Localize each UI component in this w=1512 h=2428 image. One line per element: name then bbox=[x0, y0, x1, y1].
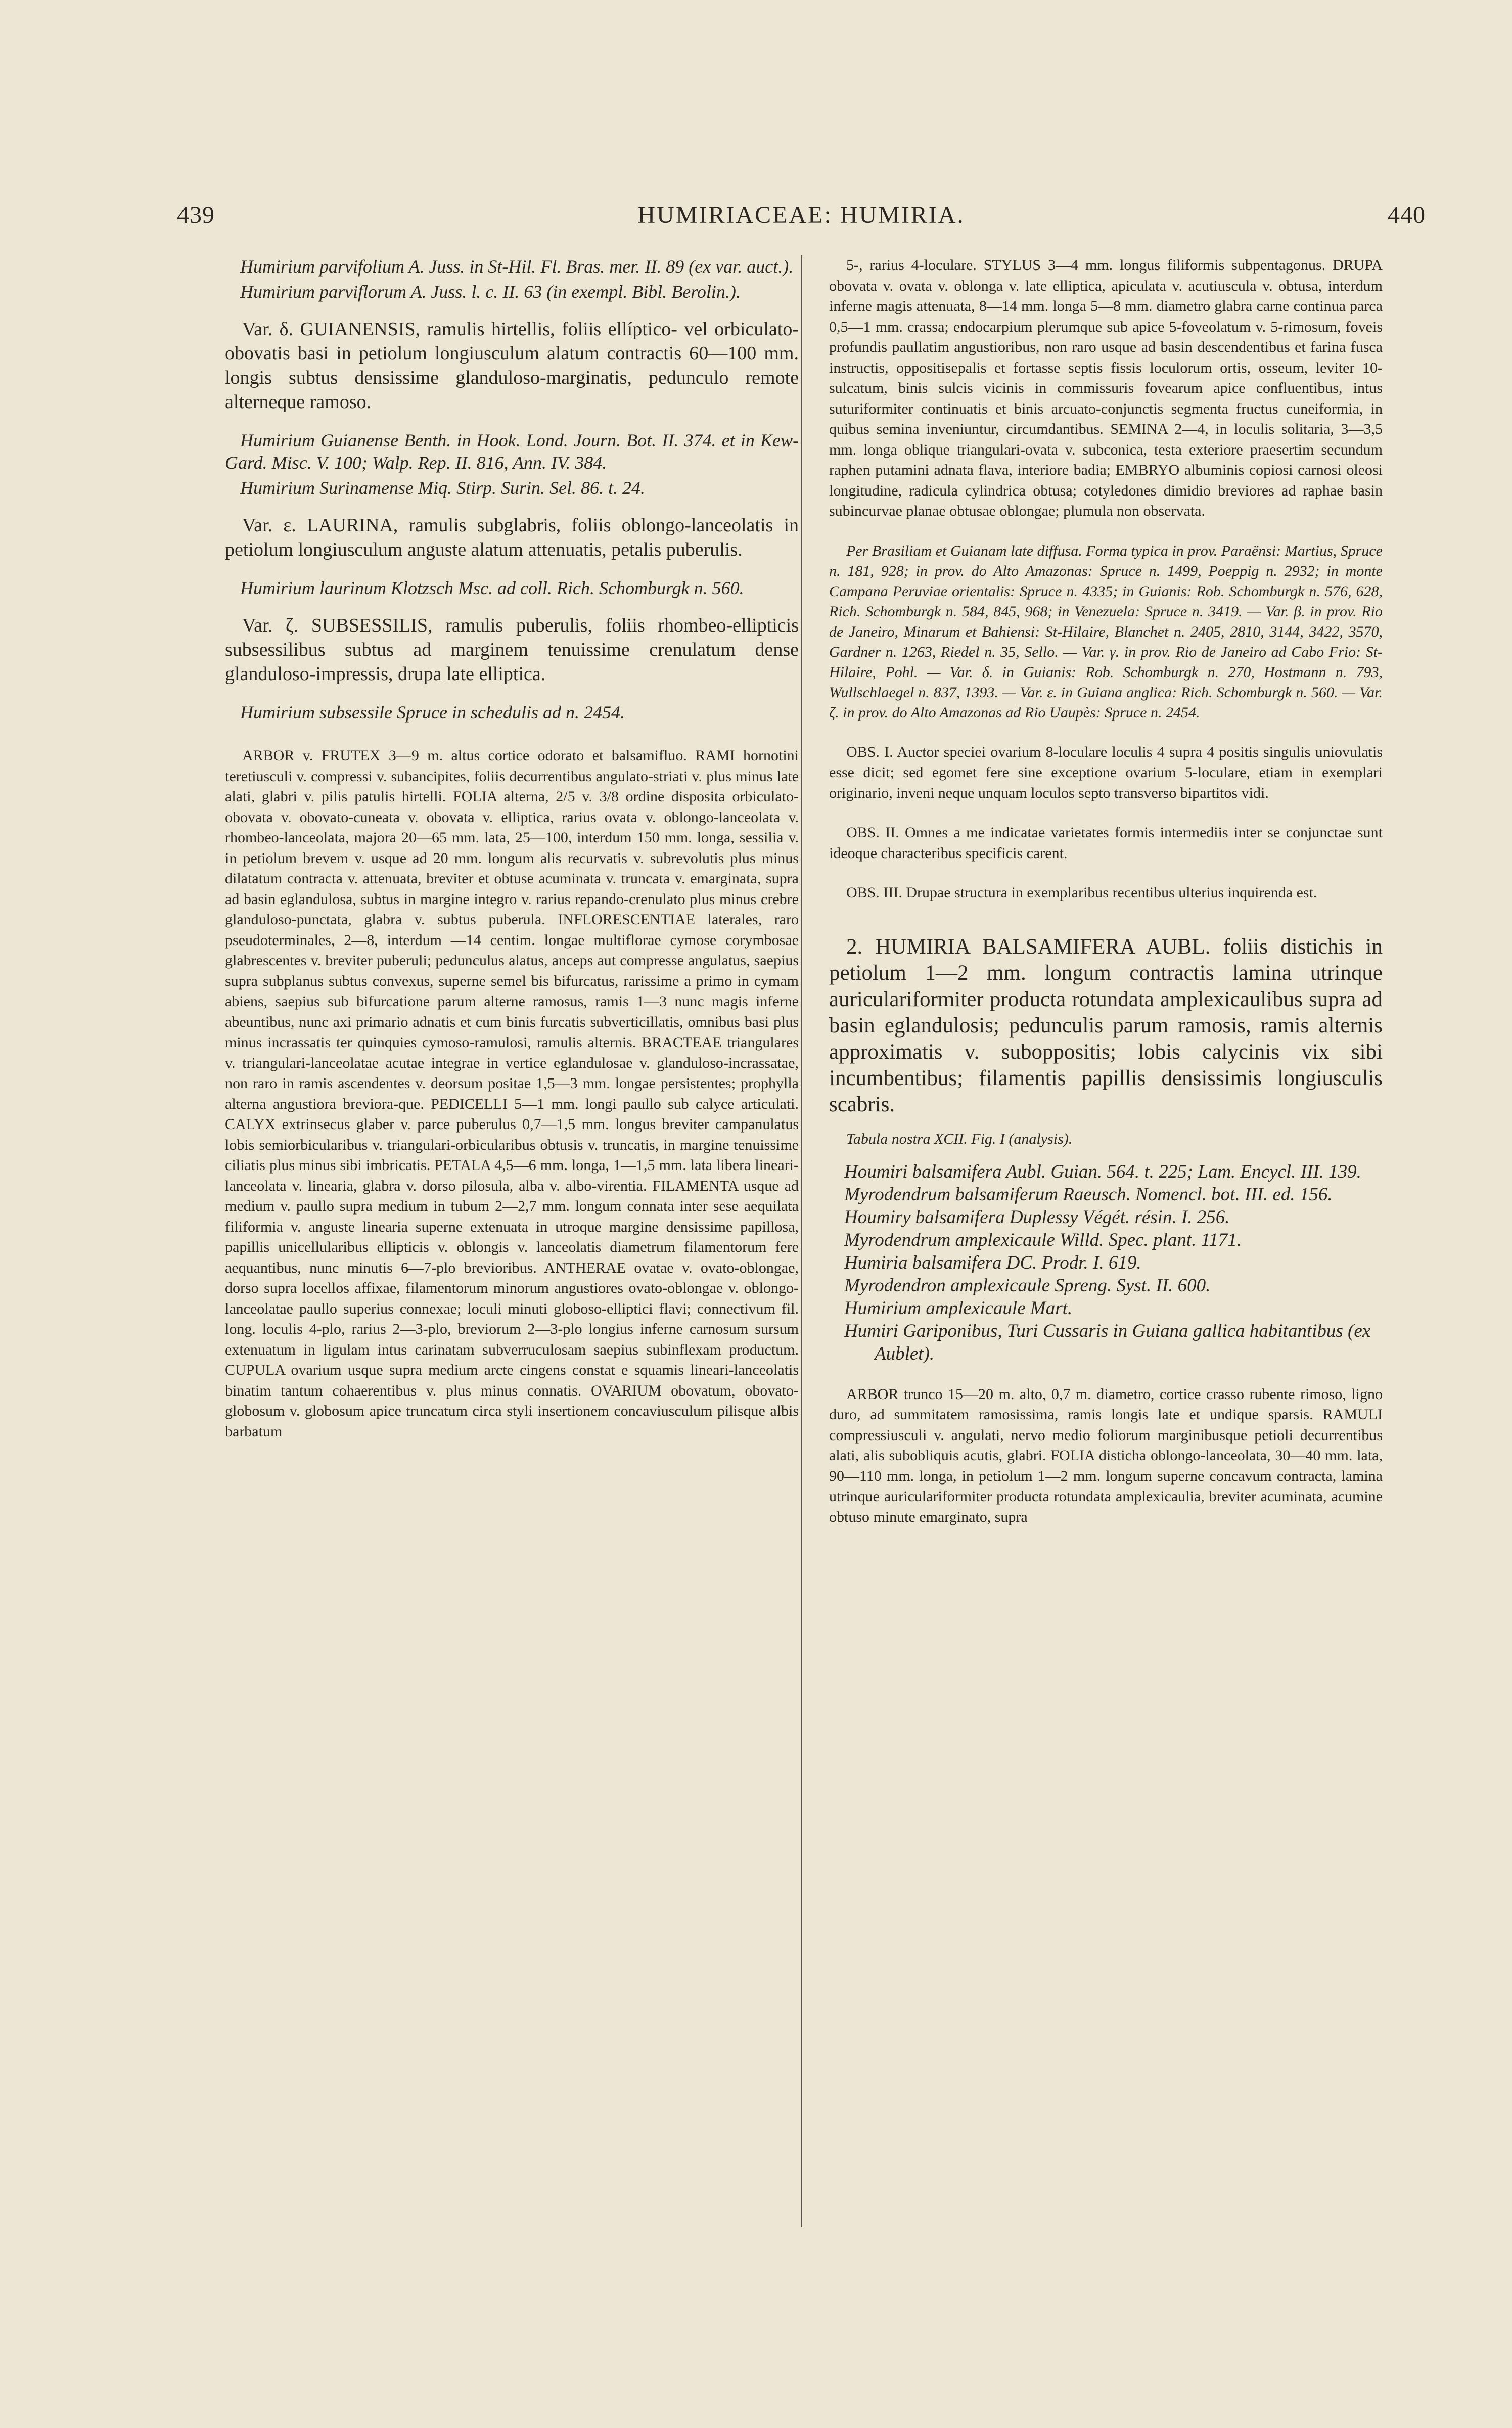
page-number-left: 439 bbox=[177, 202, 215, 229]
description-continued: 5-, rarius 4-loculare. STYLUS 3—4 mm. longus filiformis subpentagonus. DRUPA obovata v. ovata v. oblonga v. late elliptica, apiculata v. acutiuscula v. obtusa, interdum inferne magis attenuata, 8—14 mm. longa 5—8 mm. diametro glabra carne continua parca 0,5—1 mm. crassa; endocarpium plerumque sub apice 5-foveolatum v. 5-rimosum, foveis profundis paullatim angustioribus, non raro usque ad basin descendentibus et farina fusca instructis, oppositisepalis et fortasse septis fissis loculorum ortis, osseum, leviter 10-sulcatum, binis sulcis vicinis in commissuris fovearum apice confluentibus, intus suturiformiter continuatis et binis arcuato-conjunctis segmenta fructus cuneiformia, in quibus semina inveniuntur, circumdantibus. SEMINA 2—4, in loculis solitaria, 3—3,5 mm. longa oblique triangulari-ovata v. subconica, testa exteriore praesertim secundum raphen putamini adnata flava, interiore badia; EMBRYO albuminis copiosi carnosi oleosi longitudine, radicula cylindrica obtusa; cotyledones dimidio breviores ad raphae basin subincurvae planae obtusae oblongae; plumula non observata. bbox=[829, 257, 1383, 519]
species-heading: 2. HUMIRIA BALSAMIFERA AUBL. foliis distichis in petiolum 1—2 mm. longum contractis lamina utrinque auriculariformiter producta rotundata amplexicaulibus supra ad basin eglandulosis; pedunculis parum ramosis, ramis alternis approximatis v. suboppositis; lobis calycinis vix sibi incumbentibus; filamentis papillis densissimis longiusculis scabris. bbox=[829, 934, 1383, 1116]
synonym: Myrodendrum amplexicaule Willd. Spec. plant. 1171. bbox=[844, 1229, 1242, 1250]
synonym: Myrodendron amplexicaule Spreng. Syst. II. 600. bbox=[844, 1275, 1211, 1296]
synonym: Houmiry balsamifera Duplessy Végét. résin. I. 256. bbox=[844, 1206, 1230, 1228]
synonym: Humirium Guianense Benth. in Hook. Lond. Journ. Bot. II. 374. et in Kew-Gard. Misc. V. 100; Walp. Rep. II. 816, Ann. IV. 384. bbox=[225, 430, 799, 473]
synonym: Humirium laurinum Klotzsch Msc. ad coll. Rich. Schomburgk n. 560. bbox=[240, 578, 744, 598]
observation-2: OBS. II. Omnes a me indicatae varietates formis intermediis inter se conjunctae sunt ideoque characteribus specificis carent. bbox=[829, 824, 1383, 862]
distribution: Per Brasiliam et Guianam late diffusa. Forma typica in prov. Paraënsi: Martius, Spruce n. 181, 928; in prov. do Alto Amazonas: Spruce n. 1499, Poeppig n. 2932; in monte Campana Peruviae orientalis: Spruce n. 4335; in Guianis: Rob. Schomburgk n. 576, 628, Rich. Schomburgk n. 584, 845, 968; in Venezuela: Spruce n. 3419. — Var. β. in prov. Rio de Janeiro, Minarum et Bahiensi: St-Hilaire, Blanchet n. 2405, 2810, 3144, 3422, 3570, Gardner n. 1263, Riedel n. 35, Sello. — Var. γ. in prov. Rio de Janeiro ad Cabo Frio: St-Hilaire, Pohl. — Var. δ. in Guianis: Rob. Schomburgk n. 270, Hostmann n. 793, Wullschlaegel n. 837, 1393. — Var. ε. in Guiana anglica: Rich. Schomburgk n. 560. — Var. ζ. in prov. do Alto Amazonas ad Rio Uaupès: Spruce n. 2454. bbox=[829, 542, 1383, 721]
variety-epsilon: Var. ε. LAURINA, ramulis subglabris, foliis oblongo-lanceolatis in petiolum longiusculum anguste alatum attenuatis, petalis puberulis. bbox=[225, 515, 799, 560]
observation-1: OBS. I. Auctor speciei ovarium 8-loculare loculis 4 supra 4 positis singulis uniovulatis esse dicit; sed egomet fere sine exceptione ovarium 5-loculare, etiam in exemplari originario, inveni neque unquam loculos septo transverso bipartitos vidi. bbox=[829, 743, 1383, 801]
page-header bbox=[177, 201, 1426, 242]
left-column bbox=[225, 255, 799, 1442]
synonym: Humirium parvifolium A. Juss. in St-Hil. Fl. Bras. mer. II. 89 (ex var. auct.). bbox=[240, 256, 794, 277]
synonym: Houmiri balsamifera Aubl. Guian. 564. t. 225; Lam. Encycl. III. 139. bbox=[844, 1161, 1361, 1182]
synonym: Humirium Surinamense Miq. Stirp. Surin. Sel. 86. t. 24. bbox=[240, 478, 645, 498]
synonym: Humirium amplexicaule Mart. bbox=[844, 1297, 1073, 1319]
species-description: ARBOR v. FRUTEX 3—9 m. altus cortice odorato et balsamifluo. RAMI hornotini teretiusculi v. compressi v. subancipites, foliis decurrentibus angulato-striati v. plus minus late alati, glabri v. pilis patulis hirtelli. FOLIA alterna, 2/5 v. 3/8 ordine disposita orbiculato-obovata v. obovato-cuneata v. obovata v. elliptica, rarius ovata v. oblongo-lanceolata v. rhombeo-lanceolata, majora 20—65 mm. lata, 25—100, interdum 150 mm. longa, sessilia v. in petiolum brevem v. usque ad 20 mm. longum alis recurvatis v. subrevolutis plus minus dilatatum contracta v. attenuata, breviter et obtuse acuminata v. truncata v. emarginata, supra ad basin eglandulosa, subtus in margine integro v. rarius repando-crenulato plus minus crebre glanduloso-punctata, glabra v. subtus puberula. INFLORESCENTIAE laterales, raro pseudoterminales, 2—8, interdum —14 centim. longae multiflorae cymose corymbosae glabrescentes v. breviter puberuli; pedunculus alatus, anceps aut compresse angulatus, saepius supra subplanus subtus convexus, superne semel bis bifurcatus, rarissime a primo in cymam abiens, saepius sub bifurcatione parum alterne ramosus, ramis 1—3 nunc magis inferne abeuntibus, nunc axi primario adnatis et cum binis furcatis subverticillatis, omnibus basi plus minus incrassatis ter quinquies cymoso-ramulosi, ramulis alternis. BRACTEAE triangulares v. triangulari-lanceolatae acutae integrae in vertice eglandulosae v. glanduloso-incrassatae, non raro in ramis ascendentes v. deorsum positae 1,5—3 mm. longae persistentes; prophylla alterna angustiora breviora-que. PEDICELLI 5—1 mm. longi paullo sub calyce articulati. CALYX extrinsecus glaber v. parce puberulus 0,7—1,5 mm. longus breviter campanulatus lobis semiorbicularibus v. triangulari-orbicularibus obtusis v. truncatis, in margine tenuissime ciliatis plus minus sibi imbricatis. PETALA 4,5—6 mm. longa, 1—1,5 mm. lata libera lineari-lanceolata v. linearia, glabra v. dorso pilosula, alba v. albo-virentia. FILAMENTA usque ad medium v. paullo supra medium in tubum 2—2,7 mm. longum connata inter sese aequilata filiformia v. anguste linearia superne extenuata in utroque margine densissime papillosa, papillis unicellularibus ellipticis v. oblongis v. lanceolatis diametrum filamentorum fere aequantibus, nunc minutis 6—7-plo brevioribus. ANTHERAE ovatae v. ovato-oblongae, dorso supra locellos affixae, filamentorum minorum angustiores ovato-oblongae v. oblongo-lanceolatae paullo superius connexae; loculi minuti globoso-elliptici flavi; connectivum fil. long. loculis 4-plo, rarius 2—3-plo, breviorum 2—3-plo longius inferne carnosum sursum extenuatum in ligulam intus carinatam subverruculosam saepius subinflexam productum. CUPULA ovarium usque supra medium arcte cingens constat e squamis lineari-lanceolatis binatim tantum cohaerentibus v. plus minus connatis. OVARIUM obovatum, obovato-globosum v. globosum apice truncatum circa styli insertionem concaviusculum pilisque albis barbatum bbox=[225, 747, 799, 1440]
column-divider bbox=[801, 255, 802, 2227]
synonym: Humiria balsamifera DC. Prodr. I. 619. bbox=[844, 1252, 1141, 1273]
vernacular-names: Humiri Gariponibus, Turi Cussaris in Guiana gallica habitantibus (ex Aublet). bbox=[844, 1320, 1371, 1364]
right-column bbox=[829, 255, 1383, 1527]
synonym: Humirium parviflorum A. Juss. l. c. II. 63 (in exempl. Bibl. Berolin.). bbox=[240, 282, 741, 302]
synonym: Humirium subsessile Spruce in schedulis ad n. 2454. bbox=[240, 702, 625, 723]
variety-zeta: Var. ζ. SUBSESSILIS, ramulis puberulis, foliis rhombeo-ellipticis subsessilibus subtus ad marginem tenuissime crenulatum dense glanduloso-impressis, drupa late elliptica. bbox=[225, 615, 799, 685]
observation-3: OBS. III. Drupae structura in exemplaribus recentibus ulterius inquirenda est. bbox=[846, 884, 1317, 901]
page-number-right: 440 bbox=[1388, 202, 1426, 229]
running-title: HUMIRIACEAE: HUMIRIA. bbox=[637, 202, 965, 229]
synonym: Myrodendrum balsamiferum Raeusch. Nomencl. bot. III. ed. 156. bbox=[844, 1184, 1333, 1205]
variety-delta: Var. δ. GUIANENSIS, ramulis hirtellis, foliis ellíptico- vel orbiculato-obovatis basi in petiolum longiusculum alatum contractis 60—100 mm. longis subtus densissime glanduloso-marginatis, pedunculo remote alterneque ramoso. bbox=[225, 319, 799, 413]
plate-reference: Tabula nostra XCII. Fig. I (analysis). bbox=[846, 1130, 1073, 1147]
species-description-2: ARBOR trunco 15—20 m. alto, 0,7 m. diametro, cortice crasso rubente rimoso, ligno duro, ad summitatem ramosissima, ramis longis late et undique sparsis. RAMULI compressiusculi v. angulati, nervo medio foliorum marginibusque petioli decurrentibus alati, alis subobliquis acutis, glabri. FOLIA disticha oblongo-lanceolata, 30—40 mm. lata, 90—110 mm. longa, in petiolum 1—2 mm. longum superne concavum contracta, lamina utrinque auriculariformiter producta rotundata amplexicaulia, breviter acuminata, acumine obtuso minute emarginato, supra bbox=[829, 1385, 1383, 1525]
